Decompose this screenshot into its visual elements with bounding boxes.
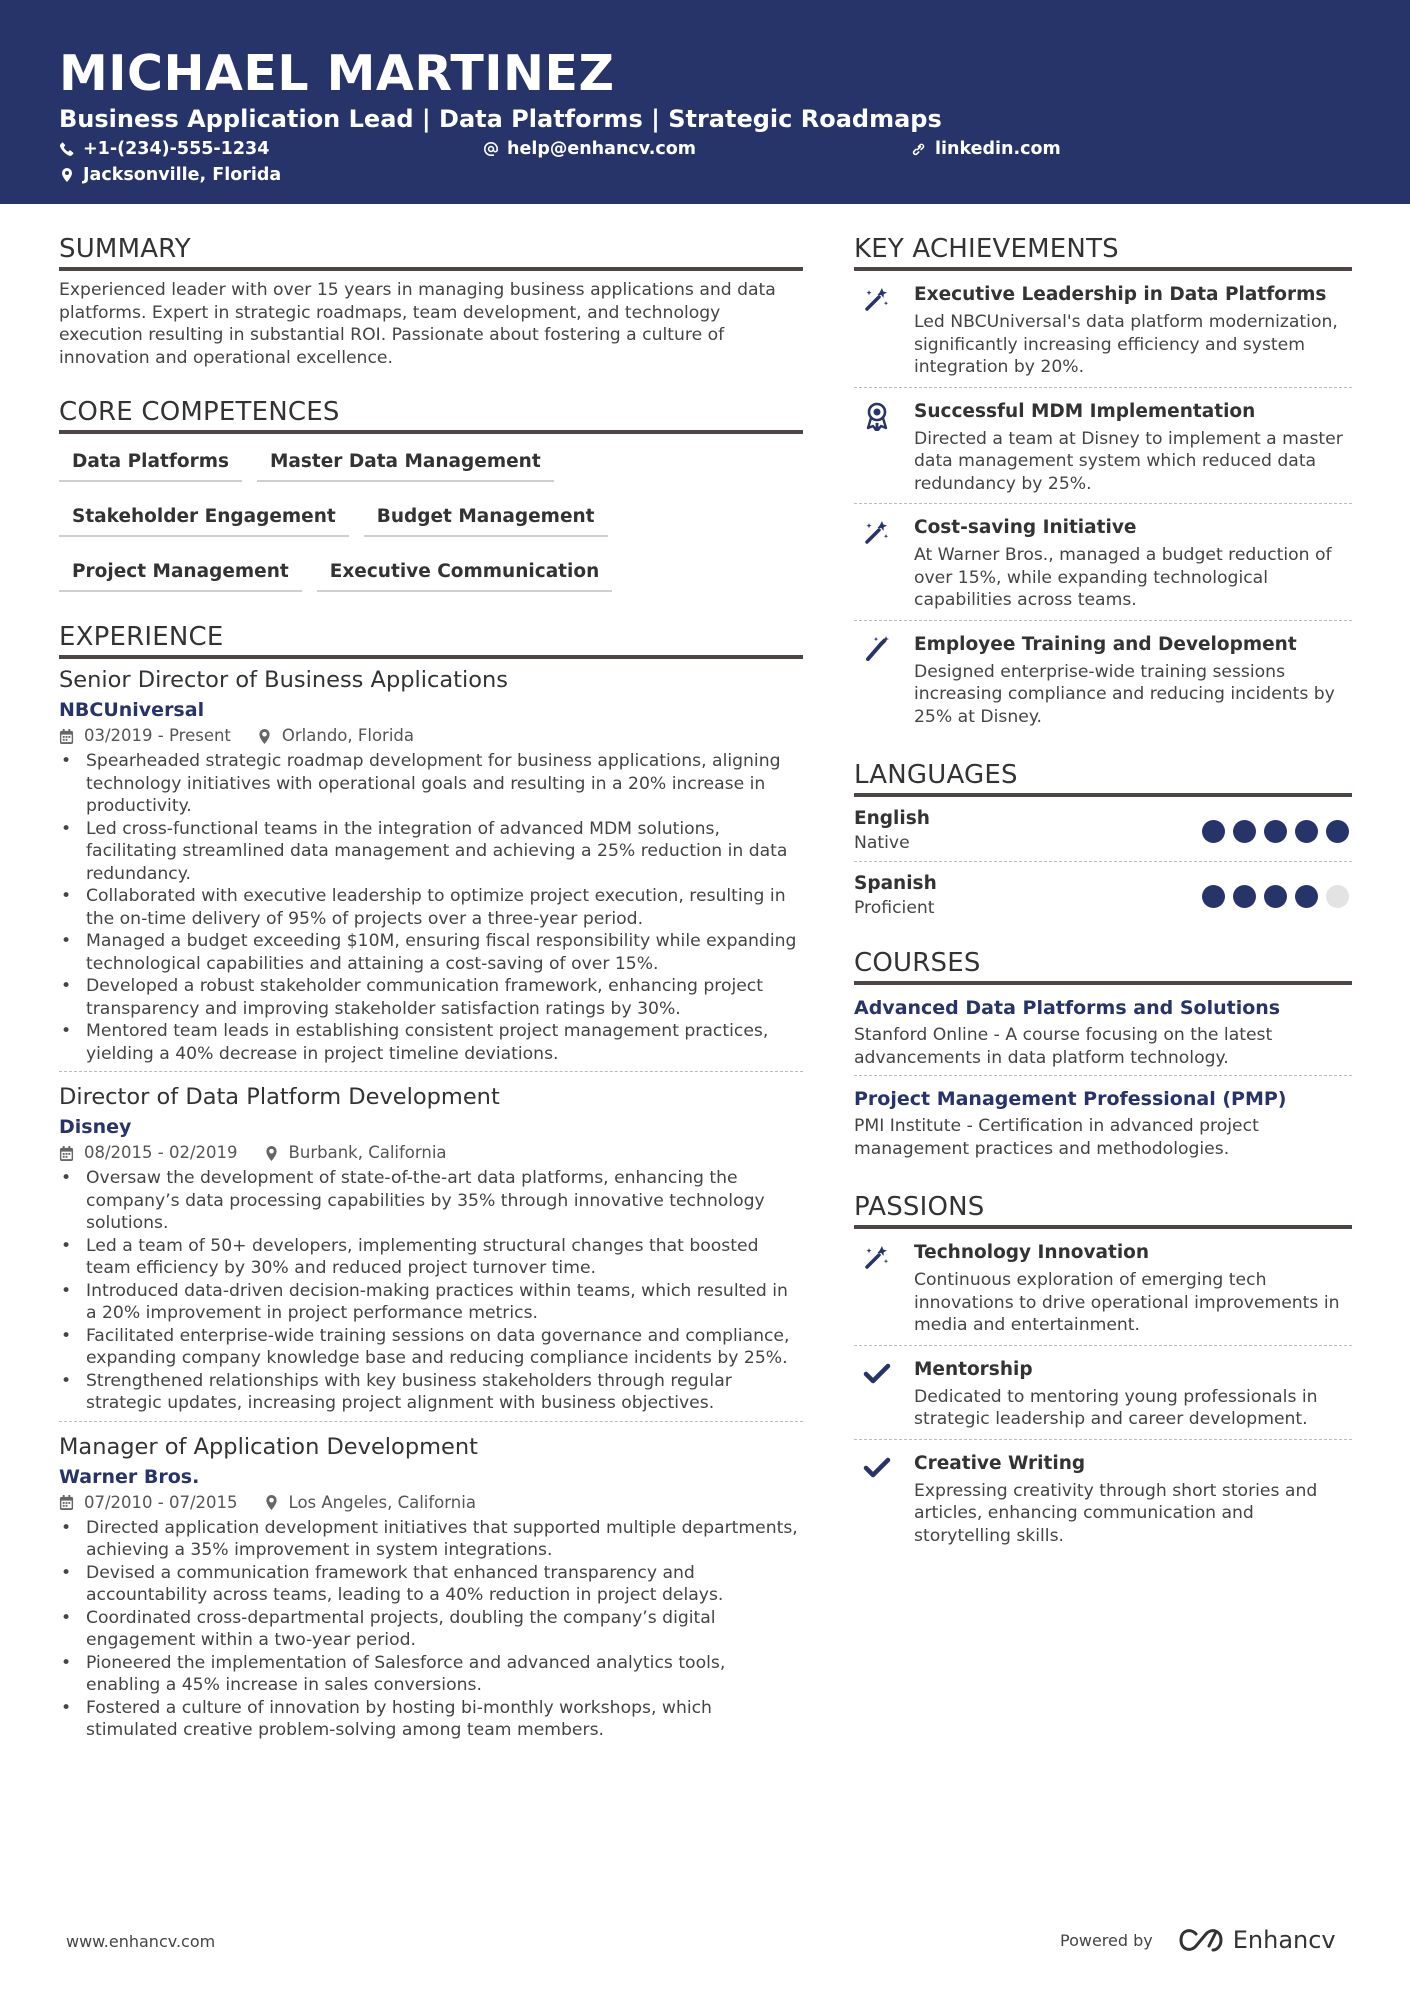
- job-meta: [59, 1141, 803, 1165]
- passion-desc: Dedicated to mentoring young professionals in strategic leadership and career development.: [914, 1386, 1318, 1429]
- job-meta: [59, 1491, 803, 1515]
- achievement-item: [854, 504, 1352, 621]
- location-pin-icon: [264, 1146, 279, 1161]
- rating-dot: [1264, 820, 1287, 843]
- achievement-title: Successful MDM Implementation: [914, 400, 1256, 422]
- languages-section: [854, 758, 1352, 926]
- contact-email[interactable]: [483, 136, 696, 162]
- passion-item: [854, 1346, 1352, 1440]
- linkedin-text: linkedin.com: [935, 139, 1061, 159]
- contact-info: [59, 136, 1410, 196]
- competence-chip: Budget Management: [364, 501, 608, 537]
- contact-location: [59, 162, 281, 188]
- achievement-body: [914, 282, 1352, 379]
- job-dates: [59, 1491, 238, 1515]
- rating-dot: [1202, 820, 1225, 843]
- email-text: help@enhancv.com: [507, 139, 697, 159]
- headline: Business Application Lead | Data Platforms | Strategic Roadmaps: [59, 105, 942, 133]
- job-meta: [59, 724, 803, 748]
- company-name: Warner Bros.: [59, 1465, 200, 1488]
- rating-dot: [1326, 885, 1349, 908]
- passion-title: Creative Writing: [914, 1452, 1086, 1474]
- company-name: Disney: [59, 1116, 132, 1138]
- bullet-item: • Introduced data-driven decision-making practices within teams, which resulted in a 20% improvement in project performance metrics.: [59, 1280, 803, 1325]
- wand-icon: [854, 1240, 914, 1337]
- course-desc: Stanford Online - A course focusing on the latest advancements in data platform technology.: [854, 1025, 1273, 1068]
- enhancv-logo[interactable]: [1179, 1926, 1336, 1954]
- job-dates-text: 03/2019 - Present: [84, 726, 231, 745]
- footer-website[interactable]: www.enhancv.com: [66, 1932, 216, 1951]
- rating-dot: [1233, 885, 1256, 908]
- bullet-item: • Facilitated enterprise-wide training sessions on data governance and compliance, expanding company knowledge base and reducing compliance incidents by 25%.: [59, 1325, 803, 1370]
- section-title-experience: EXPERIENCE: [59, 620, 803, 659]
- achievement-title: Executive Leadership in Data Platforms: [914, 284, 1327, 305]
- achievement-item: [854, 271, 1352, 388]
- bullet-item: • Oversaw the development of state-of-the-art data platforms, enhancing the company’s data processing capabilities by 35% through innovative technology solutions.: [59, 1167, 803, 1235]
- calendar-icon: [59, 1146, 74, 1161]
- job-title: Senior Director of Business Applications: [59, 667, 508, 693]
- powered-by-label: Powered by: [1060, 1930, 1153, 1950]
- bullet-item: • Managed a budget exceeding $10M, ensuring fiscal responsibility while expanding technological capabilities and attaining a cost-saving of over 15%.: [59, 930, 803, 975]
- bullet-item: • Strengthened relationships with key business stakeholders through regular strategic updates, increasing project alignment with business objectives.: [59, 1370, 803, 1415]
- job-dates: [59, 1141, 238, 1165]
- job-location: [264, 1491, 476, 1515]
- bullet-item: • Spearheaded strategic roadmap development for business applications, aligning technology initiatives with operational goals and resulting in a 20% increase in productivity.: [59, 750, 803, 818]
- achievement-title: Cost-saving Initiative: [914, 517, 1137, 538]
- bullet-item: • Coordinated cross-departmental projects, doubling the company’s digital engagement within a two-year period.: [59, 1607, 803, 1652]
- course-title: Advanced Data Platforms and Solutions: [854, 997, 1281, 1019]
- wand-icon: [854, 282, 914, 379]
- phone-text: +1-(234)-555-1234: [83, 139, 270, 159]
- achievement-item: [854, 621, 1352, 737]
- course-desc: PMI Institute - Certification in advanced project management practices and methodologies.: [854, 1116, 1259, 1159]
- experience-section: [59, 620, 803, 1748]
- passion-title: Technology Innovation: [914, 1242, 1150, 1263]
- footer-branding: [1060, 1926, 1336, 1954]
- achievement-item: [854, 388, 1352, 505]
- rating-dot: [1295, 820, 1318, 843]
- achievement-body: [914, 632, 1352, 729]
- experience-entry: [59, 1421, 803, 1748]
- achievement-desc: Led NBCUniversal's data platform modernization, significantly increasing efficiency and system integration by 20%.: [914, 312, 1338, 377]
- passions-section: [854, 1190, 1352, 1555]
- bullet-item: • Fostered a culture of innovation by hosting bi-monthly workshops, which stimulated creative problem-solving among team members.: [59, 1697, 803, 1742]
- award-icon: [854, 399, 914, 496]
- experience-entry: [59, 665, 803, 1071]
- job-location-text: Orlando, Florida: [281, 726, 415, 745]
- job-bullets: [59, 1167, 803, 1415]
- location-pin-icon: [264, 1495, 279, 1510]
- passion-body: [914, 1451, 1352, 1548]
- achievement-title: Employee Training and Development: [914, 633, 1297, 655]
- competences-section: [59, 395, 803, 592]
- bullet-item: • Devised a communication framework that enhanced transparency and accountability across teams, leading to a 40% reduction in project delays.: [59, 1562, 803, 1607]
- summary-section: [59, 232, 803, 369]
- section-title-competences: CORE COMPETENCES: [59, 395, 803, 434]
- at-icon: [483, 141, 499, 157]
- language-info: [854, 872, 937, 920]
- resume-header: [0, 0, 1410, 204]
- location-text: Jacksonville, Florida: [83, 165, 282, 185]
- language-rating: [1202, 885, 1352, 908]
- achievement-desc: Designed enterprise-wide training sessions increasing compliance and reducing incidents by 25% at Disney.: [914, 661, 1335, 727]
- achievement-desc: Directed a team at Disney to implement a master data management system which reduced data redundancy by 25%.: [914, 428, 1343, 494]
- achievement-body: [914, 515, 1352, 612]
- language-level: Proficient: [854, 898, 935, 918]
- course-item: [854, 985, 1352, 1076]
- bullet-item: • Directed application development initiatives that supported multiple departments, achieving a 35% improvement in system integrations.: [59, 1517, 803, 1562]
- section-title-courses: COURSES: [854, 946, 1352, 985]
- bullet-item: • Pioneered the implementation of Salesforce and advanced analytics tools, enabling a 45% increase in sales conversions.: [59, 1652, 803, 1697]
- language-level: Native: [854, 833, 910, 853]
- section-title-achievements: KEY ACHIEVEMENTS: [854, 232, 1352, 271]
- bullet-item: • Led a team of 50+ developers, implementing structural changes that boosted team efficiency by 30% and reduced project turnover time.: [59, 1235, 803, 1280]
- passion-desc: Expressing creativity through short stories and articles, enhancing communication and storytelling skills.: [914, 1480, 1318, 1546]
- bullet-item: • Mentored team leads in establishing consistent project management practices, yielding a 40% decrease in project timeline deviations.: [59, 1020, 803, 1065]
- achievement-body: [914, 399, 1352, 496]
- job-location-text: Burbank, California: [288, 1143, 447, 1162]
- check-icon: [854, 1357, 914, 1431]
- achievement-desc: At Warner Bros., managed a budget reduction of over 15%, while expanding technological capabilities across teams.: [914, 545, 1332, 610]
- left-column: [59, 232, 803, 1748]
- location-pin-icon: [59, 167, 75, 183]
- wand-icon: [854, 515, 914, 612]
- candidate-name: MICHAEL MARTINEZ: [59, 45, 615, 102]
- link-icon: [911, 141, 927, 157]
- job-dates: [59, 724, 231, 748]
- calendar-icon: [59, 729, 74, 744]
- right-column: [854, 232, 1352, 1555]
- bullet-item: • Led cross-functional teams in the integration of advanced MDM solutions, facilitating streamlined data management and achieving a 25% reduction in data redundancy.: [59, 818, 803, 886]
- contact-phone: [59, 136, 269, 162]
- section-title-languages: LANGUAGES: [854, 758, 1352, 797]
- passion-title: Mentorship: [914, 1358, 1033, 1380]
- passion-item: [854, 1229, 1352, 1346]
- language-info: [854, 807, 930, 855]
- competence-chip: Project Management: [59, 556, 302, 592]
- competence-chip: Master Data Management: [257, 446, 554, 482]
- competence-chip: Executive Communication: [317, 556, 613, 592]
- courses-section: [854, 946, 1352, 1166]
- course-item: [854, 1076, 1352, 1166]
- check-icon: [854, 1451, 914, 1548]
- job-dates-text: 07/2010 - 07/2015: [84, 1492, 238, 1512]
- job-dates-text: 08/2015 - 02/2019: [84, 1143, 238, 1162]
- rating-dot: [1264, 885, 1287, 908]
- job-location-text: Los Angeles, California: [288, 1492, 476, 1512]
- rating-dot: [1202, 885, 1225, 908]
- enhancv-logo-icon: [1179, 1927, 1225, 1953]
- job-bullets: [59, 1517, 803, 1742]
- language-rating: [1202, 820, 1352, 843]
- passion-item: [854, 1440, 1352, 1556]
- rating-dot: [1233, 820, 1256, 843]
- summary-text: Experienced leader with over 15 years in managing business applications and data platforms. Expert in strategic roadmaps, team development, and technology execution resulting in substantial ROI. Passionate about fostering a culture of innovation and operational excellence.: [59, 280, 776, 368]
- bullet-item: • Collaborated with executive leadership to optimize project execution, resulting in the on-time delivery of 95% of projects over a three-year period.: [59, 885, 803, 930]
- achievements-section: [854, 232, 1352, 736]
- passion-desc: Continuous exploration of emerging tech innovations to drive operational improvements in media and entertainment.: [914, 1270, 1340, 1335]
- competence-chip: Data Platforms: [59, 446, 242, 482]
- job-title: Manager of Application Development: [59, 1433, 478, 1460]
- language-name: English: [854, 808, 930, 829]
- course-title: Project Management Professional (PMP): [854, 1088, 1287, 1110]
- job-title: Director of Data Platform Development: [59, 1084, 500, 1110]
- language-item: [854, 797, 1352, 862]
- rating-dot: [1295, 885, 1318, 908]
- phone-icon: [59, 141, 75, 157]
- section-title-summary: SUMMARY: [59, 232, 803, 271]
- competence-chip: Stakeholder Engagement: [59, 501, 349, 537]
- experience-entry: [59, 1071, 803, 1421]
- language-name: Spanish: [854, 873, 937, 894]
- job-bullets: [59, 750, 803, 1065]
- competence-list: [59, 446, 803, 592]
- magic-pen-icon: [854, 632, 914, 729]
- section-title-passions: PASSIONS: [854, 1190, 1352, 1229]
- enhancv-logo-text: Enhancv: [1232, 1926, 1336, 1954]
- job-location: [257, 724, 414, 748]
- location-pin-icon: [257, 729, 272, 744]
- rating-dot: [1326, 820, 1349, 843]
- company-name: NBCUniversal: [59, 699, 205, 721]
- passion-body: [914, 1240, 1352, 1337]
- job-location: [264, 1141, 447, 1165]
- bullet-item: • Developed a robust stakeholder communication framework, enhancing project transparency and improving stakeholder satisfaction ratings by 30%.: [59, 975, 803, 1020]
- contact-linkedin[interactable]: [911, 136, 1061, 162]
- calendar-icon: [59, 1495, 74, 1510]
- language-item: [854, 862, 1352, 926]
- passion-body: [914, 1357, 1352, 1431]
